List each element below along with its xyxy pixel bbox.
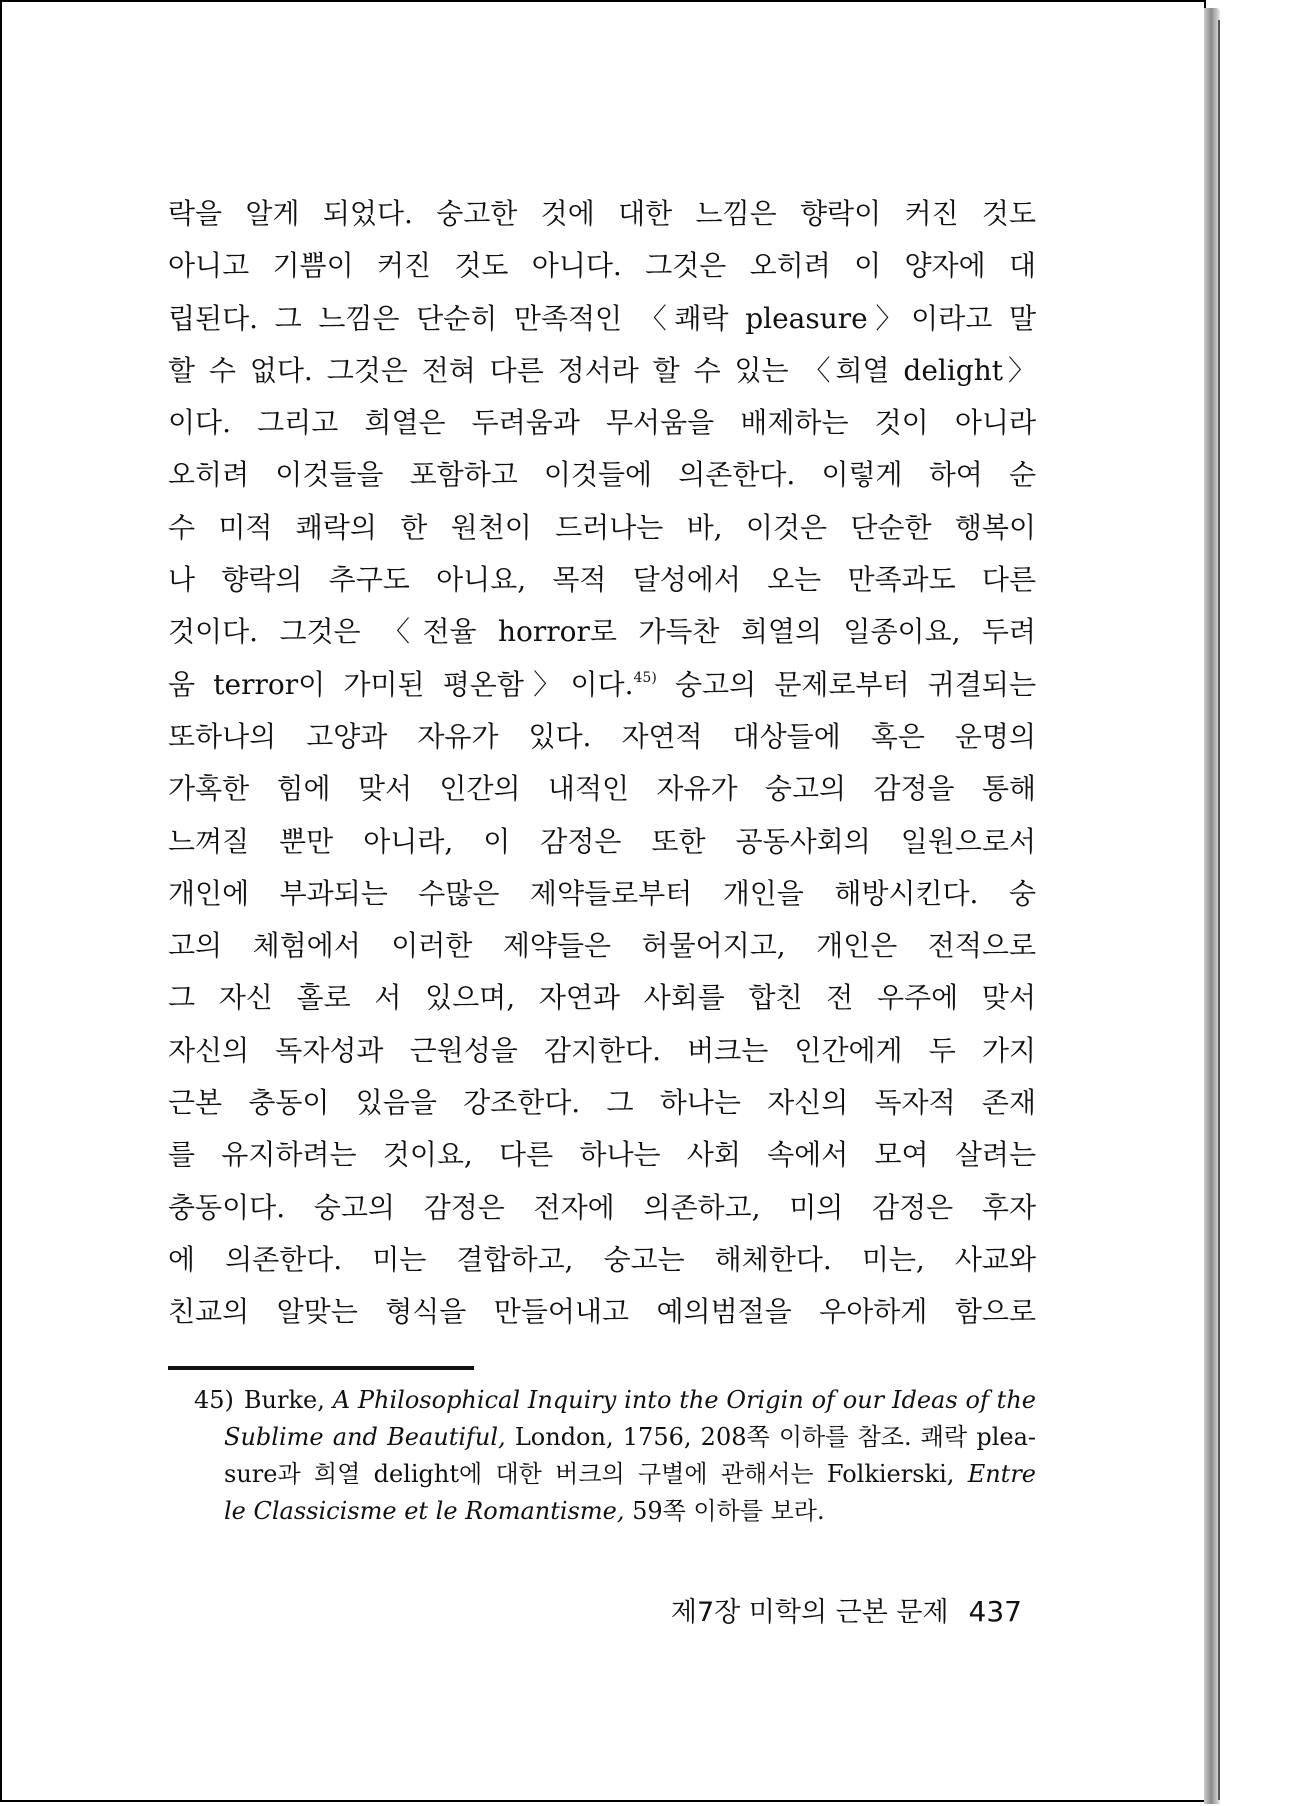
- body-line: 에 의존한다. 미는 결합하고, 숭고는 해체한다. 미는, 사교와: [168, 1242, 1036, 1276]
- footnote-book-title: Entre: [967, 1460, 1036, 1488]
- body-line: 락을 알게 되었다. 숭고한 것에 대한 느낌은 향락이 커진 것도: [168, 197, 1036, 230]
- body-line: 를 유지하려는 것이요, 다른 하나는 사회 속에서 모여 살려는: [168, 1138, 1036, 1172]
- body-line: 자신의 독자성과 근원성을 감지한다. 버크는 인간에게 두 가지: [168, 1033, 1036, 1067]
- body-line: 개인에 부과되는 수많은 제약들로부터 개인을 해방시킨다. 숭: [168, 876, 1036, 910]
- body-line: 고의 체험에서 이러한 제약들은 허물어지고, 개인은 전적으로: [168, 929, 1036, 963]
- footnote-book-title: Sublime and Beautiful,: [224, 1423, 506, 1451]
- footnote-book-title: A Philosophical Inquiry into the Origin of our Ideas of the: [332, 1386, 1036, 1414]
- body-text: [168, 188, 1036, 1339]
- body-line: 립된다. 그 느낌은 단순히 만족적인 〈쾌락 pleasure〉이라고 말: [168, 301, 1036, 335]
- footnote-text: sure과 희열 delight에 대한 버크의 구별에 관해서는 Folkierski,: [224, 1460, 968, 1488]
- footnote: [194, 1382, 1036, 1530]
- body-line: 또하나의 고양과 자유가 있다. 자연적 대상들에 혹은 운명의: [168, 719, 1036, 753]
- footnote-line: [194, 1493, 1036, 1530]
- body-line: 그 자신 홀로 서 있으며, 자연과 사회를 합친 전 우주에 맞서: [168, 981, 1036, 1015]
- footnote-line: [194, 1456, 1036, 1493]
- body-line: 근본 충동이 있음을 강조한다. 그 하나는 자신의 독자적 존재: [168, 1086, 1036, 1120]
- body-line: 느껴질 뿐만 아니라, 이 감정은 또한 공동사회의 일원으로서: [168, 824, 1036, 858]
- body-line: 것이다. 그것은 〈전율 horror로 가득찬 희열의 일종이요, 두려: [168, 615, 1036, 649]
- footnote-line: [194, 1382, 1036, 1419]
- footnote-reference[interactable]: 45): [633, 669, 657, 686]
- running-footer: [662, 1592, 1022, 1633]
- chapter-title: 제7장 미학의 근본 문제: [670, 1597, 949, 1628]
- body-line: 오히려 이것들을 포함하고 이것들에 의존한다. 이렇게 하여 순: [168, 458, 1036, 492]
- footnote-author: Burke,: [243, 1386, 325, 1414]
- body-line: 가혹한 힘에 맞서 인간의 내적인 자유가 숭고의 감정을 통해: [168, 772, 1036, 806]
- body-line: 수 미적 쾌락의 한 원천이 드러나는 바, 이것은 단순한 행복이: [168, 510, 1036, 544]
- body-line-tail: 숭고의 문제로부터 귀결되는: [656, 667, 1036, 701]
- page-edge-line: [1218, 20, 1220, 1800]
- footnote-text: 59쪽 이하를 보라.: [624, 1497, 825, 1525]
- body-line: 아니고 기쁨이 커진 것도 아니다. 그것은 오히려 이 양자에 대: [168, 249, 1036, 283]
- footnote-text: London, 1756, 208쪽 이하를 참조. 쾌락 plea-: [505, 1423, 1036, 1451]
- footnote-number: 45): [194, 1386, 234, 1414]
- body-line: 할 수 없다. 그것은 전혀 다른 정서라 할 수 있는 〈희열 delight〉: [168, 353, 1036, 387]
- body-line: 이다. 그리고 희열은 두려움과 무서움을 배제하는 것이 아니라: [168, 406, 1036, 440]
- body-line-text: 움 terror이 가미된 평온함〉이다.: [168, 667, 634, 701]
- body-line: 충동이다. 숭고의 감정은 전자에 의존하고, 미의 감정은 후자: [168, 1190, 1036, 1224]
- body-line: 친교의 알맞는 형식을 만들어내고 예의범절을 우아하게 함으로: [168, 1295, 1036, 1329]
- footnote-book-title: le Classicisme et le Romantisme,: [224, 1497, 625, 1525]
- footnote-line: [194, 1419, 1036, 1456]
- page-number: 437: [968, 1595, 1022, 1628]
- footnote-divider: [168, 1366, 474, 1370]
- body-line-with-note: [168, 659, 1036, 711]
- body-line: 나 향락의 추구도 아니요, 목적 달성에서 오는 만족과도 다른: [168, 563, 1036, 597]
